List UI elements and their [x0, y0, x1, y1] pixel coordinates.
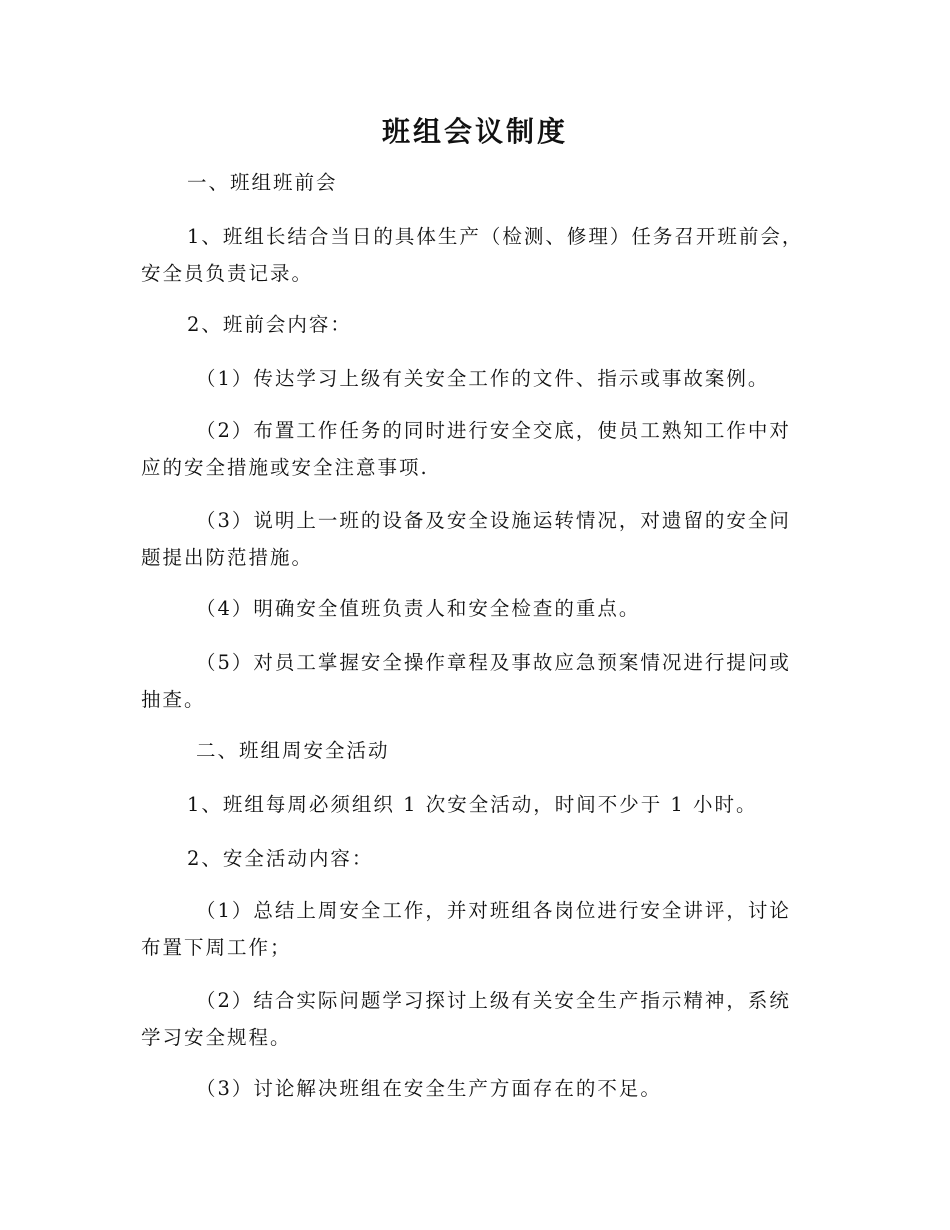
paragraph-line: 抽查。 [141, 688, 206, 711]
section-heading-text: 一、班组班前会 [187, 171, 338, 194]
section-heading [187, 164, 847, 201]
paragraph-line: （2）布置工作任务的同时进行安全交底，使员工熟知工作中对 [196, 419, 791, 442]
section-heading [196, 732, 856, 769]
paragraph [141, 502, 801, 576]
paragraph [196, 360, 856, 397]
paragraph [187, 786, 847, 823]
paragraph-line: 题提出防范措施。 [141, 546, 314, 569]
paragraph-line: 1、班组长结合当日的具体生产（检测、修理）任务召开班前会， [187, 225, 804, 248]
section-heading-text: 二、班组周安全活动 [196, 739, 390, 762]
paragraph [141, 644, 801, 718]
paragraph [196, 590, 856, 627]
paragraph-line: （1）传达学习上级有关安全工作的文件、指示或事故案例。 [196, 367, 770, 390]
paragraph-line: 2、安全活动内容： [187, 847, 374, 870]
paragraph [141, 892, 801, 966]
paragraph-line: 安全员负责记录。 [141, 262, 314, 285]
paragraph-line: 1、班组每周必须组织 1 次安全活动，时间不少于 1 小时。 [187, 793, 758, 816]
paragraph-line: 2、班前会内容： [187, 313, 352, 336]
paragraph-line: （2）结合实际问题学习探讨上级有关安全生产指示精神，系统 [196, 989, 791, 1012]
paragraph-line: （3）讨论解决班组在安全生产方面存在的不足。 [196, 1077, 662, 1100]
paragraph [141, 982, 801, 1056]
paragraph-line: 布置下周工作； [141, 936, 292, 959]
paragraph-line: （4）明确安全值班负责人和安全检查的重点。 [196, 597, 641, 620]
paragraph-line: （5）对员工掌握安全操作章程及事故应急预案情况进行提问或 [196, 651, 791, 674]
paragraph [187, 306, 847, 343]
paragraph [141, 412, 801, 486]
paragraph-line: （3）说明上一班的设备及安全设施运转情况，对遗留的安全问 [196, 509, 791, 532]
paragraph [187, 840, 847, 877]
paragraph-line: 学习安全规程。 [141, 1026, 292, 1049]
paragraph [196, 1070, 856, 1107]
paragraph-line: （1）总结上周安全工作，并对班组各岗位进行安全讲评，讨论 [196, 899, 791, 922]
paragraph-line: 应的安全措施或安全注意事项. [141, 456, 429, 479]
document-title: 班组会议制度 [381, 115, 568, 148]
paragraph [141, 218, 804, 292]
